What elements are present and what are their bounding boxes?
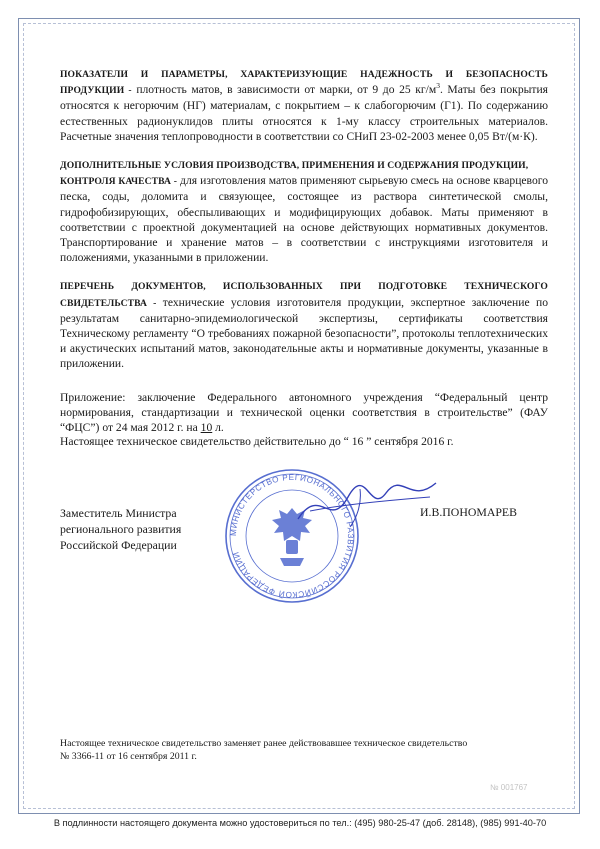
superscript: 3 xyxy=(436,81,440,91)
section-text: . Маты без покрытия относятся к негорючим (НГ) материалам, с покрытием – к слабогорючим (Г1). По содержанию естественных радионуклидов плиты относятся к 1-му классу строительных материалов. Расчетные значения теплопроводности в соответствии со СНиП 23-02-2003 менее 0,05 Вт/(м·К). xyxy=(60,83,549,143)
serial-number: № 001767 xyxy=(490,783,528,792)
signer-title xyxy=(60,505,181,553)
footnote-line: № 3366-11 от 16 сентября 2011 г. xyxy=(60,751,197,762)
section-heading: ДОПОЛНИТЕЛЬНЫЕ УСЛОВИЯ ПРОИЗВОДСТВА, ПРИМЕНЕНИЯ И СОДЕРЖАНИЯ ПРОДУКЦИИ, xyxy=(60,160,529,172)
appendix-suffix: л. xyxy=(212,421,224,435)
section-text: технические условия изготовителя продукции, экспертное заключение по результатам санитарно-эпидемиологической экспертизы, сертификаты соответствия Техническому регламенту “О требованиях пожарной безопасности”, протоколы теплотехнических и акустических испытаний матов, законодательные акты и нормативные документы, указанные в приложении. xyxy=(60,295,548,371)
section-text: для изготовления матов применяют сырьевую смесь на основе кварцевого песка, соды, доломита и связующее, состоящее из раствора синтетической смолы, гидрофобизирующих, обеспыливающих и модифицирующих добавок. Маты применяют в соответствии с проектной документацией на основе действующих нормативных документов. Транспортирование и хранение матов – в соответствии с инструкциями изготовителя и положениями, указанными в приложении. xyxy=(60,174,548,265)
signer-name: И.В.ПОНОМАРЕВ xyxy=(420,505,518,519)
appendix-pages: 10 xyxy=(200,421,213,435)
appendix xyxy=(60,390,548,436)
section-documents xyxy=(60,278,548,371)
appendix-text: Приложение: заключение Федерального автономного учреждения “Федеральный центр нормирования, стандартизации и технической оценки соответствия в строительстве” (ФАУ “ФЦС”) от 24 мая 2012 г. на xyxy=(60,390,548,435)
verification-note xyxy=(0,818,600,828)
section-heading: КОНТРОЛЯ КАЧЕСТВА - xyxy=(60,176,178,188)
signature xyxy=(290,475,440,535)
stamp-text: МИНИСТЕРСТВО РЕГИОНАЛЬНОГО РАЗВИТИЯ РОССИЙСКОЙ ФЕДЕРАЦИИ xyxy=(228,472,356,600)
verification-text: В подлинности настоящего документа можно удостовериться по тел.: (495) 980-25-47 (доб. 28148), (985) 991-40-70 xyxy=(53,818,547,828)
validity-day: 16 xyxy=(351,435,364,448)
signer-line: регионального развития xyxy=(60,522,182,536)
validity-statement xyxy=(60,435,454,448)
footnote-line: Настоящее техническое свидетельство заменяет ранее действовавшее техническое свидетельство xyxy=(60,738,468,749)
section-reliability xyxy=(60,66,548,144)
signer-line: Заместитель Министра xyxy=(60,506,177,520)
section-text: плотность матов, в зависимости от марки, от 9 до 25 кг/м xyxy=(136,83,437,97)
document-body xyxy=(60,66,548,448)
section-heading: ПОКАЗАТЕЛИ И ПАРАМЕТРЫ, ХАРАКТЕРИЗУЮЩИЕ НАДЕЖНОСТЬ И БЕЗОПАСНОСТЬ ПРОДУКЦИИ - xyxy=(60,69,548,97)
signer-line: Российской Федерации xyxy=(60,538,177,552)
section-heading: ПЕРЕЧЕНЬ ДОКУМЕНТОВ, ИСПОЛЬЗОВАННЫХ ПРИ ПОДГОТОВКЕ ТЕХНИЧЕСКОГО СВИДЕТЕЛЬСТВА - xyxy=(60,281,548,309)
footnote xyxy=(60,737,530,763)
validity-suffix: ” сентября 2016 г. xyxy=(363,435,454,448)
section-conditions xyxy=(60,157,548,265)
validity-prefix: Настоящее техническое свидетельство действительно до “ xyxy=(60,435,352,448)
